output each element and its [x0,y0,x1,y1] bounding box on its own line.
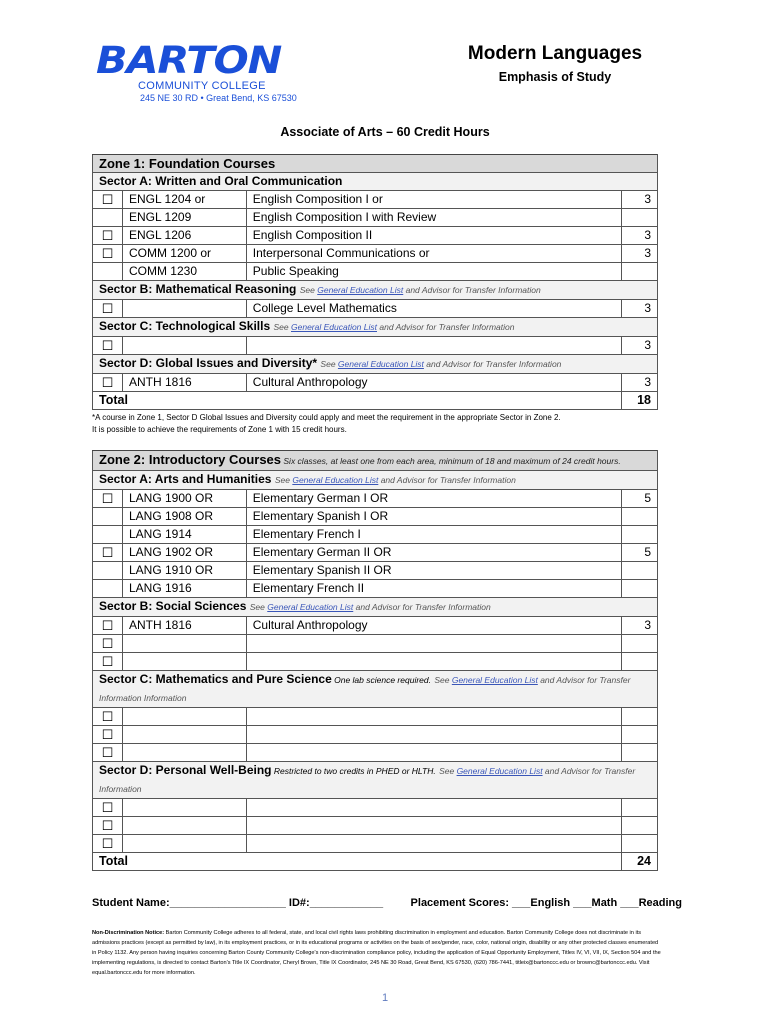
course-credits: 3 [622,191,658,209]
checkbox-cell [93,209,123,227]
checkbox[interactable]: ☐ [93,835,123,853]
total-credits: 24 [622,853,658,871]
course-code: COMM 1200 or [122,245,246,263]
sector-title: Sector D: Personal Well-Being [99,763,272,777]
course-name: English Composition I or [246,191,621,209]
course-code: LANG 1900 OR [122,490,246,508]
checkbox-cell [93,508,123,526]
transfer-note: See General Education List and Advisor for Transfer Information [320,359,562,369]
checkbox[interactable]: ☐ [93,490,123,508]
course-credits [622,635,658,653]
page-title: Modern Languages [467,43,643,64]
course-name [246,744,621,762]
zone2-table [92,450,658,871]
footnote-line: It is possible to achieve the requirements of Zone 1 with 15 credit hours. [92,425,347,434]
checkbox-cell [93,580,123,598]
page-subtitle: Emphasis of Study [498,70,612,84]
zone2-sectorD-header [93,762,658,799]
course-code: COMM 1230 [122,263,246,281]
course-code: ENGL 1206 [122,227,246,245]
course-name [246,635,621,653]
course-code: LANG 1902 OR [122,544,246,562]
course-credits [622,580,658,598]
course-credits: 5 [622,544,658,562]
course-name: Public Speaking [246,263,621,281]
nondiscrimination-notice [92,928,662,978]
student-name-id-field[interactable]: Student Name:___________________ ID#:____________ [92,897,384,909]
course-code [122,726,246,744]
nondiscrimination-label: Non-Discrimination Notice: [92,930,165,936]
logo-wordmark: BARTON [96,39,282,82]
checkbox[interactable]: ☐ [93,300,123,318]
course-credits [622,708,658,726]
degree-heading: Associate of Arts – 60 Credit Hours [280,125,490,139]
course-code [122,799,246,817]
gen-ed-link[interactable]: General Education List [292,475,379,485]
checkbox[interactable]: ☐ [93,708,123,726]
course-name: Cultural Anthropology [246,617,621,635]
course-name [246,653,621,671]
sector-title: Sector C: Mathematics and Pure Science [99,672,332,686]
course-code [122,708,246,726]
course-name: Cultural Anthropology [246,374,621,392]
course-credits [622,817,658,835]
total-label: Total [93,853,622,871]
course-name: Elementary German II OR [246,544,621,562]
logo-address: 245 NE 30 RD • Great Bend, KS 67530 [140,93,297,103]
checkbox[interactable]: ☐ [93,635,123,653]
course-code: LANG 1916 [122,580,246,598]
title-block [460,42,650,84]
transfer-note: See General Education List and Advisor for Transfer Information [273,322,515,332]
zone2-header [93,451,658,471]
course-name: Elementary French I [246,526,621,544]
course-name: Elementary Spanish I OR [246,508,621,526]
zone2-sectorB-header [93,598,658,617]
gen-ed-link[interactable]: General Education List [456,766,543,776]
course-name: Elementary German I OR [246,490,621,508]
course-code: ENGL 1204 or [122,191,246,209]
checkbox[interactable]: ☐ [93,653,123,671]
course-credits [622,835,658,853]
course-code: ENGL 1209 [122,209,246,227]
gen-ed-link[interactable]: General Education List [317,285,404,295]
course-code: LANG 1914 [122,526,246,544]
sector-title: Sector B: Social Sciences [99,599,247,613]
course-code: LANG 1908 OR [122,508,246,526]
course-name [246,817,621,835]
sector-title: Sector C: Technological Skills [99,319,271,333]
course-credits: 3 [622,300,658,318]
course-name: Interpersonal Communications or [246,245,621,263]
course-credits: 3 [622,227,658,245]
zone2-title-note: Six classes, at least one from each area, minimum of 18 and maximum of 24 credit hours. [281,456,621,466]
logo-subtitle: COMMUNITY COLLEGE [138,80,266,92]
course-credits [622,209,658,227]
course-name: English Composition I with Review [246,209,621,227]
course-name [246,708,621,726]
course-credits [622,562,658,580]
gen-ed-link[interactable]: General Education List [291,322,377,332]
course-name: College Level Mathematics [246,300,621,318]
course-name [246,799,621,817]
placement-scores-field[interactable]: Placement Scores: ___English ___Math ___Reading [410,897,682,909]
course-name: Elementary French II [246,580,621,598]
course-credits [622,263,658,281]
course-credits [622,726,658,744]
sector-note: Restricted to two credits in PHED or HLTH. [271,766,436,776]
course-credits [622,744,658,762]
gen-ed-link[interactable]: General Education List [451,675,538,685]
course-code [122,835,246,853]
checkbox[interactable]: ☐ [93,191,123,209]
zone1-sectorB-header [93,281,658,300]
zone1-sectorC-header [93,318,658,337]
course-name: English Composition II [246,227,621,245]
zone1-sectorD-header [93,355,658,374]
zone1-footnote [92,412,662,436]
course-code [122,300,246,318]
course-name [246,835,621,853]
course-credits: 3 [622,245,658,263]
course-code: LANG 1910 OR [122,562,246,580]
checkbox[interactable]: ☐ [93,726,123,744]
checkbox[interactable]: ☐ [93,227,123,245]
zone2-title: Zone 2: Introductory Courses [99,452,282,467]
checkbox[interactable]: ☐ [93,744,123,762]
zone1-table [92,154,658,410]
checkbox[interactable]: ☐ [93,799,123,817]
gen-ed-link[interactable]: General Education List [267,602,354,612]
transfer-note: See General Education List and Advisor for Transfer Information [249,602,491,612]
course-code [122,817,246,835]
zone1-sectorA-title: Sector A: Written and Oral Communication [93,173,658,191]
transfer-note: See General Education List and Advisor for Transfer Information Information [99,675,631,703]
course-code [122,337,246,355]
course-credits: 3 [622,617,658,635]
transfer-note: See General Education List and Advisor for Transfer Information [274,475,516,485]
total-label: Total [93,392,622,410]
checkbox[interactable]: ☐ [93,617,123,635]
sector-title: Sector B: Mathematical Reasoning [99,282,297,296]
sector-note: One lab science required. [331,675,431,685]
course-credits [622,526,658,544]
total-credits: 18 [622,392,658,410]
zone1-title: Zone 1: Foundation Courses [93,155,658,173]
nondiscrimination-text: Barton Community College adheres to all federal, state, and local civil rights laws prohibiting discrimination in employment and education. Barton Community College does not discriminate in its admissions practices (except as permitted by law), in its employment practices, or in its educational programs or activities on the basis of sex/gender, race, color, national origin, disability or any other protected classes enumerated in Policy 1132. Any person having inquiries concerning Barton County Community College's non-discrimination compliance policy, including the application of Equal Opportunity Employment, Titles IV, VI, VII, IX, Section 504 and the implementing regulations, is directed to contact Barton's Title IX Coordinator, Cheryl Brown, Title IX Coordinator, 245 NE 30 Road, Great Bend, KS 67530, (620) 786-7441, titleix@bartonccc.edu or brownc@bartonccc.edu. Visit equal.bartonccc.edu for more information. [92,930,661,976]
course-credits [622,508,658,526]
zone2-sectorC-header [93,671,658,708]
student-info-line [92,897,682,909]
checkbox[interactable]: ☐ [93,245,123,263]
checkbox[interactable]: ☐ [93,544,123,562]
transfer-note: See General Education List and Advisor for Transfer Information [99,766,636,794]
page-number: 1 [381,992,389,1004]
sector-title: Sector D: Global Issues and Diversity* [99,356,318,370]
checkbox[interactable]: ☐ [93,337,123,355]
course-credits: 5 [622,490,658,508]
course-code [122,653,246,671]
college-logo [96,39,306,104]
course-credits: 3 [622,374,658,392]
course-credits: 3 [622,337,658,355]
course-name [246,337,621,355]
course-credits [622,653,658,671]
transfer-note: See General Education List and Advisor for Transfer Information [299,285,541,295]
footnote-line: *A course in Zone 1, Sector D Global Issues and Diversity could apply and meet the requirement in the appropriate Sector in Zone 2. [92,413,561,422]
course-name: Elementary Spanish II OR [246,562,621,580]
course-code: ANTH 1816 [122,617,246,635]
course-code [122,744,246,762]
checkbox-cell [93,526,123,544]
checkbox-cell [93,263,123,281]
checkbox-cell [93,562,123,580]
gen-ed-link[interactable]: General Education List [337,359,424,369]
checkbox[interactable]: ☐ [93,817,123,835]
course-credits [622,799,658,817]
course-code [122,635,246,653]
course-name [246,726,621,744]
course-code: ANTH 1816 [122,374,246,392]
zone2-sectorA-header [93,471,658,490]
checkbox[interactable]: ☐ [93,374,123,392]
sector-title: Sector A: Arts and Humanities [99,472,272,486]
